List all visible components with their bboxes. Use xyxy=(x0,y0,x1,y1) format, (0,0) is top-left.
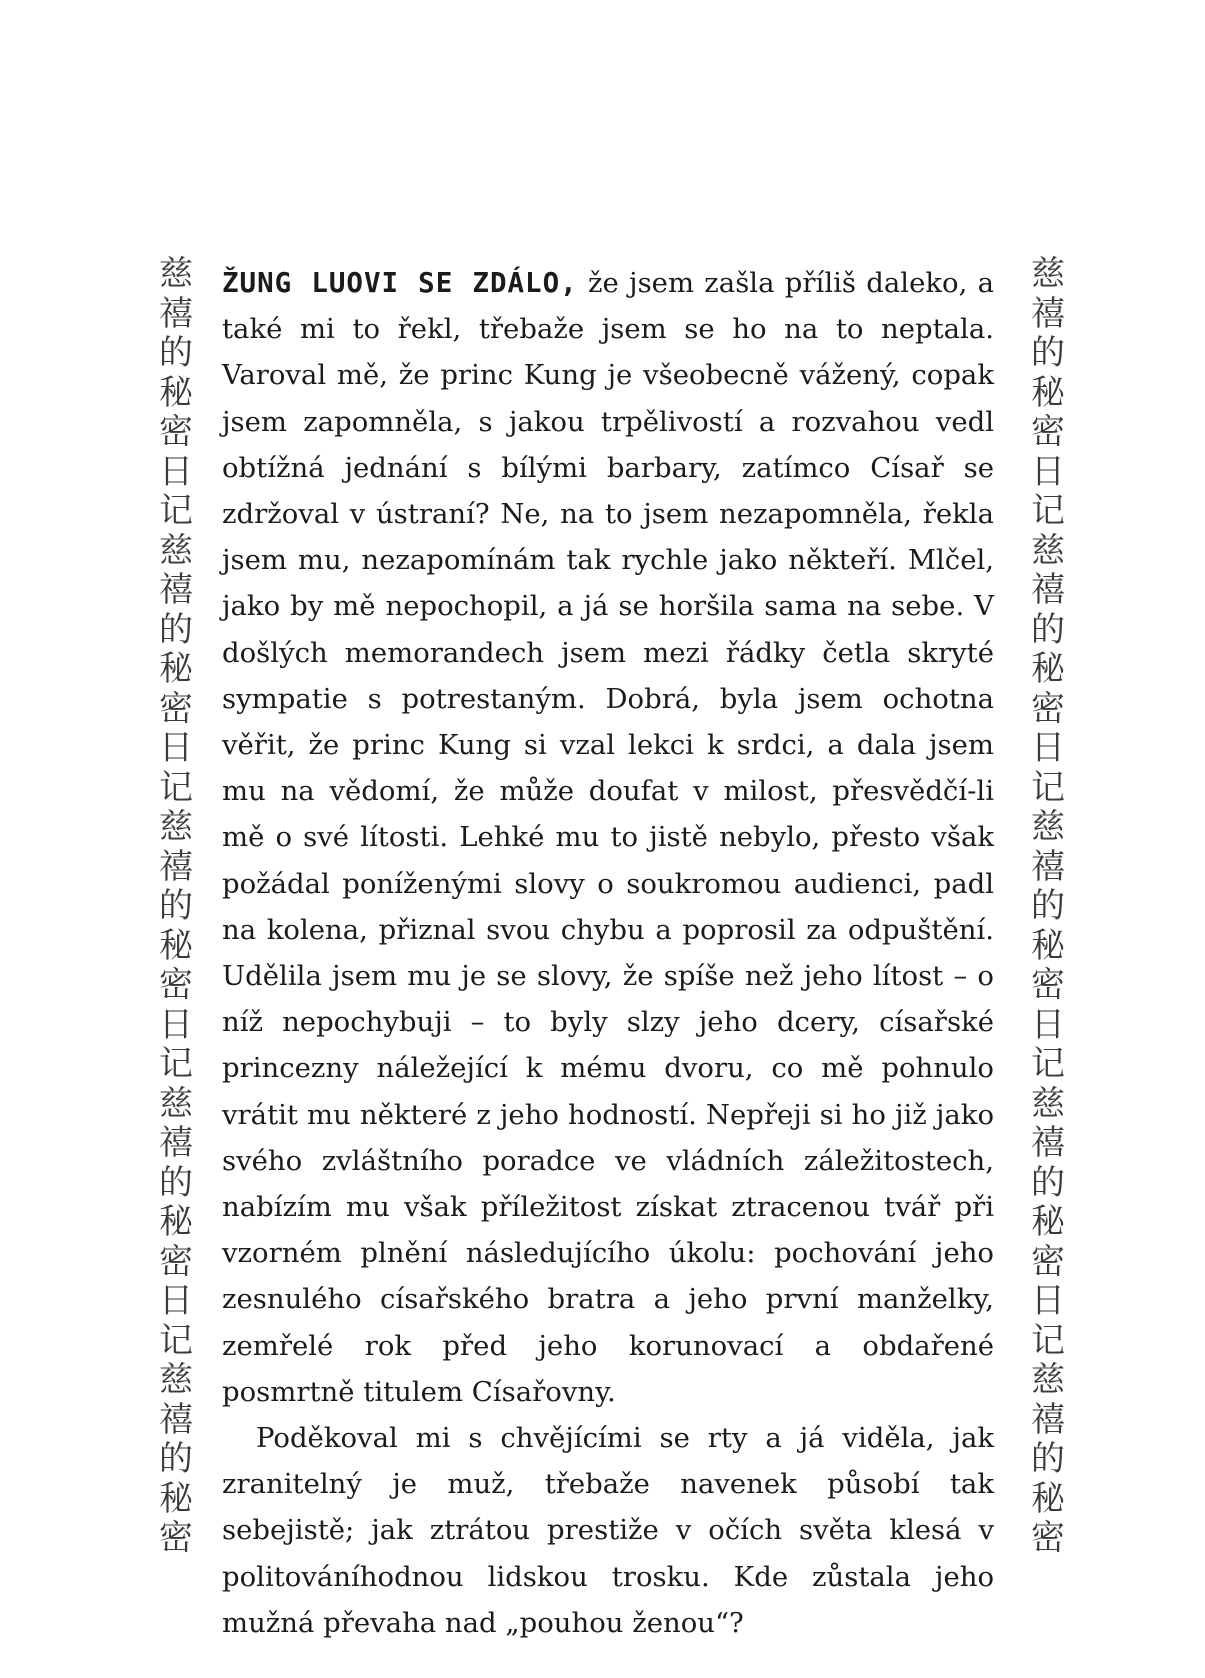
side-character: 秘 xyxy=(1031,649,1065,689)
side-character: 慈 xyxy=(159,254,193,294)
side-character: 密 xyxy=(159,965,193,1005)
side-character: 记 xyxy=(159,1320,193,1361)
side-character: 记 xyxy=(1031,1320,1065,1361)
side-character: 日 xyxy=(159,728,193,768)
side-character: 禧 xyxy=(159,846,193,887)
side-character: 密 xyxy=(1031,1518,1065,1558)
side-character: 记 xyxy=(159,491,193,531)
side-character: 的 xyxy=(159,609,193,650)
side-character: 慈 xyxy=(159,530,193,571)
side-character: 记 xyxy=(159,1044,193,1084)
side-character: 日 xyxy=(159,1281,193,1321)
side-character: 秘 xyxy=(1031,925,1065,966)
side-character: 禧 xyxy=(1031,570,1065,610)
side-character: 秘 xyxy=(1031,372,1065,413)
side-character: 的 xyxy=(1031,609,1065,650)
side-character: 禧 xyxy=(159,570,193,610)
right-margin-ornament xyxy=(1018,255,1078,1559)
side-character: 的 xyxy=(1031,886,1065,926)
side-character: 秘 xyxy=(159,925,193,966)
paragraph-2: Poděkoval mi s chvějícími se rty a já viděla, jak zranitelný je muž, třebaže navenek působí tak sebejistě; jak ztrátou prestiže v očích světa klesá v politováníhodnou lidskou trosku. Kde zůstala jeho mužná převaha nad „pouhou ženou“? xyxy=(222,1422,994,1639)
side-character: 秘 xyxy=(159,372,193,413)
side-character: 禧 xyxy=(1031,293,1065,334)
side-character: 密 xyxy=(159,412,193,452)
side-character: 禧 xyxy=(159,1399,193,1440)
side-character: 的 xyxy=(159,1439,193,1479)
side-character: 禧 xyxy=(1031,846,1065,887)
side-character: 秘 xyxy=(1031,1478,1065,1519)
side-character: 的 xyxy=(159,333,193,373)
side-character: 慈 xyxy=(159,807,193,847)
side-character: 慈 xyxy=(1031,807,1065,847)
side-character: 日 xyxy=(1031,728,1065,768)
side-character: 禧 xyxy=(159,293,193,334)
side-character: 密 xyxy=(1031,965,1065,1005)
side-character: 慈 xyxy=(1031,530,1065,571)
side-character: 记 xyxy=(1031,1044,1065,1084)
side-character: 慈 xyxy=(1031,1083,1065,1124)
side-character: 密 xyxy=(159,688,193,729)
side-character: 日 xyxy=(159,1004,193,1045)
side-character: 记 xyxy=(1031,767,1065,808)
side-character: 密 xyxy=(159,1241,193,1282)
paragraph-1-text: že jsem zašla příliš daleko, a také mi to řekl, třebaže jsem se ho na to neptala. Varoval mě, že princ Kung je všeobecně vážený, copak jsem zapomněla, s jakou trpělivostí a rozvahou vedl obtížná jednání s bílými barbary, zatímco Císař se zdržoval v ústraní? Ne, na to jsem nezapomněla, řekla jsem mu, nezapomínám tak rychle jako někteří. Mlčel, jako by mě nepochopil, a já se horšila sama na sebe. V došlých memorandech jsem mezi řádky četla skryté sympatie s potrestaným. Dobrá, byla jsem ochotna věřit, že princ Kung si vzal lekci k srdci, a dala jsem mu na vědomí, že může doufat v milost, přesvědčí-li mě o své lítosti. Lehké mu to jistě nebylo, přesto však požádal poníženými slovy o soukromou audienci, padl na kolena, přiznal svou chybu a poprosil za odpuštění. Udělila jsem mu je se slovy, že spíše než jeho lítost – o níž nepochybuji – to byly slzy jeho dcery, císařské princezny náležející k mému dvoru, co mě pohnulo vrátit mu některé z jeho hodností. Nepřeji si ho již jako svého zvláštního poradce ve vládních záležitostech, nabízím mu však příležitost získat ztracenou tvář při vzorném plnění následujícího úkolu: pochování jeho zesnulého císařského bratra a jeho první manželky, zemřelé rok před jeho korunovací a obdařené posmrtně titulem Císařovny. xyxy=(222,267,994,1408)
side-character: 慈 xyxy=(1031,254,1065,294)
side-character: 日 xyxy=(1031,1281,1065,1321)
side-character: 日 xyxy=(159,451,193,492)
side-character: 日 xyxy=(1031,1004,1065,1045)
body-text xyxy=(222,260,994,1646)
side-character: 密 xyxy=(159,1518,193,1558)
side-character: 秘 xyxy=(159,1202,193,1242)
side-character: 的 xyxy=(159,886,193,926)
side-character: 密 xyxy=(1031,412,1065,452)
left-margin-ornament xyxy=(146,255,206,1559)
side-character: 秘 xyxy=(159,1478,193,1519)
side-character: 记 xyxy=(159,767,193,808)
side-character: 记 xyxy=(1031,491,1065,531)
side-character: 禧 xyxy=(1031,1123,1065,1163)
side-character: 的 xyxy=(1031,1439,1065,1479)
paragraph-1 xyxy=(222,260,994,1415)
side-character: 禧 xyxy=(159,1123,193,1163)
side-character: 慈 xyxy=(1031,1360,1065,1400)
side-character: 日 xyxy=(1031,451,1065,492)
side-character: 的 xyxy=(1031,333,1065,373)
side-character: 秘 xyxy=(159,649,193,689)
side-character: 禧 xyxy=(1031,1399,1065,1440)
side-character: 密 xyxy=(1031,688,1065,729)
side-character: 密 xyxy=(1031,1241,1065,1282)
side-character: 的 xyxy=(1031,1162,1065,1203)
side-character: 慈 xyxy=(159,1360,193,1400)
lead-in-heading: ŽUNG LUOVI SE ZDÁLO, xyxy=(222,267,578,299)
side-character: 秘 xyxy=(1031,1202,1065,1242)
side-character: 的 xyxy=(159,1162,193,1203)
side-character: 慈 xyxy=(159,1083,193,1124)
